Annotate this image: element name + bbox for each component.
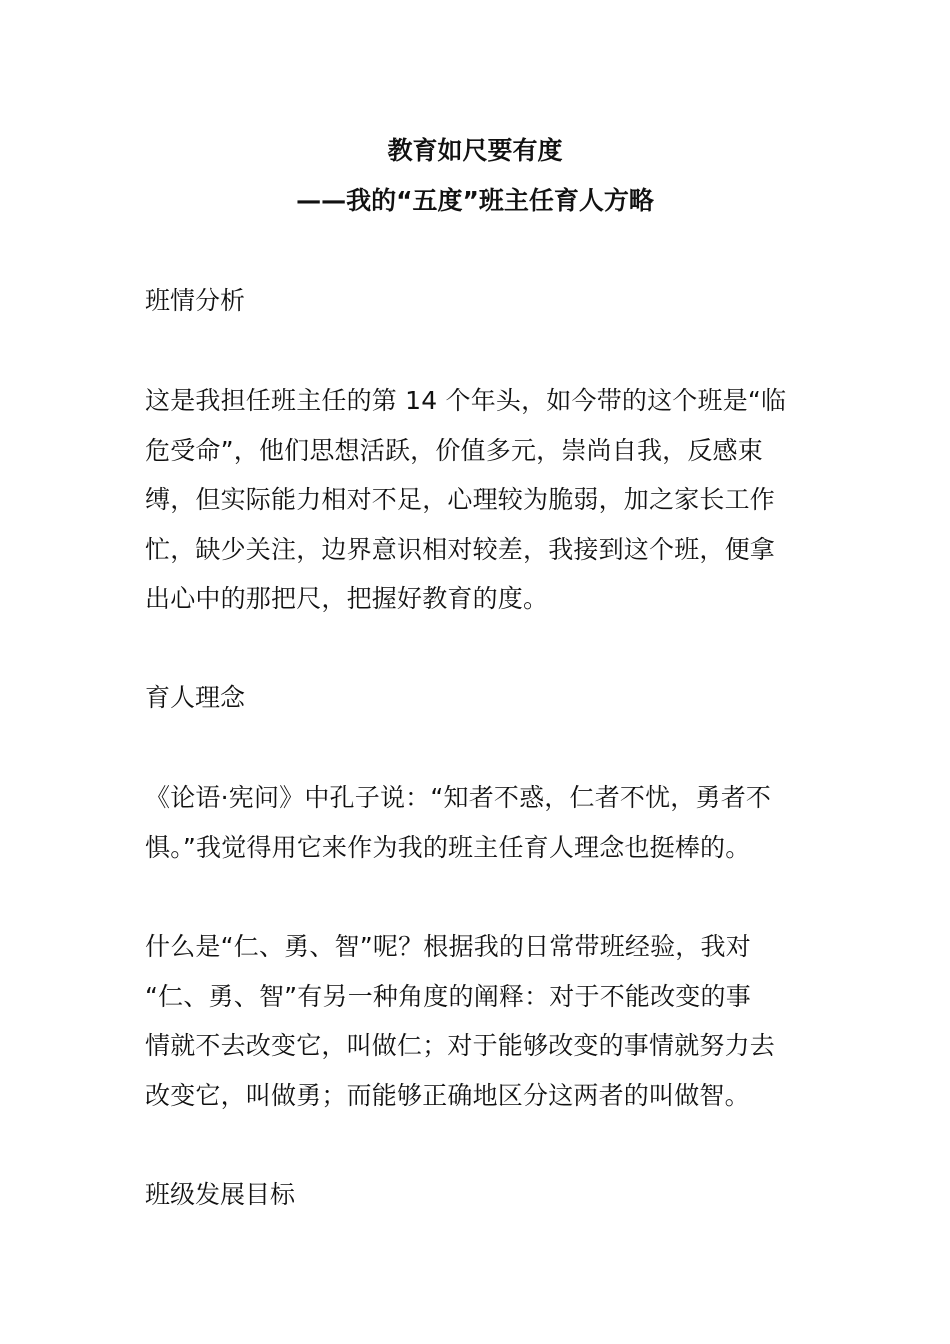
paragraph-line: 情就不去改变它，叫做仁；对于能够改变的事情就努力去	[145, 1031, 776, 1060]
paragraph-line: 什么是“仁、勇、智”呢？根据我的日常带班经验，我对	[145, 932, 751, 961]
document-subtitle: ——我的“五度”班主任育人方略	[296, 186, 654, 215]
paragraph-class-analysis	[145, 376, 807, 624]
paragraph-line: “仁、勇、智”有另一种角度的阐释：对于不能改变的事	[145, 981, 751, 1011]
paragraph-philosophy-explanation	[145, 922, 807, 1120]
paragraph-line: 这是我担任班主任的第 14 个年头，如今带的这个班是“临	[145, 386, 787, 415]
document-title: 教育如尺要有度	[387, 136, 563, 165]
paragraph-line: 危受命”，他们思想活跃，价值多元，崇尚自我，反感束	[145, 435, 763, 465]
section-heading-philosophy: 育人理念	[145, 683, 246, 712]
paragraph-line: 《论语·宪问》中孔子说：“知者不惑，仁者不忧，勇者不	[145, 783, 772, 812]
section-heading-class-analysis: 班情分析	[145, 286, 246, 315]
paragraph-philosophy-quote	[145, 773, 807, 872]
paragraph-line: 出心中的那把尺，把握好教育的度。	[145, 584, 549, 613]
section-heading-goals: 班级发展目标	[145, 1180, 296, 1209]
paragraph-line: 改变它，叫做勇；而能够正确地区分这两者的叫做智。	[145, 1080, 750, 1110]
paragraph-line: 缚，但实际能力相对不足，心理较为脆弱，加之家长工作	[145, 485, 776, 514]
paragraph-line: 忙，缺少关注，边界意识相对较差，我接到这个班，便拿	[145, 534, 776, 564]
paragraph-line: 惧。”我觉得用它来作为我的班主任育人理念也挺棒的。	[145, 832, 751, 862]
